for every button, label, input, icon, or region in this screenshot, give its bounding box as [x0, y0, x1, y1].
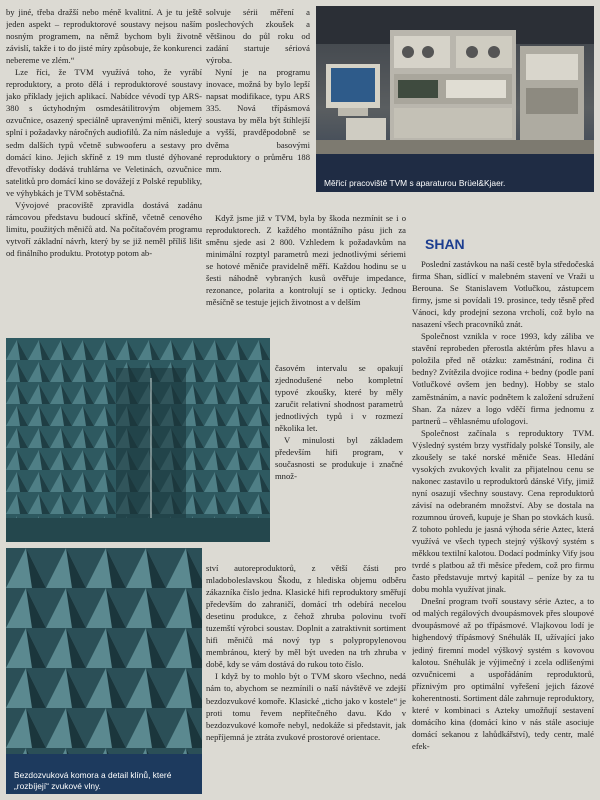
lab-photo-image	[316, 6, 594, 192]
chamber-photo	[6, 338, 270, 542]
chamber-photo-image	[6, 338, 270, 542]
column-2-narrow-text	[275, 362, 403, 562]
wedge-detail-image	[6, 548, 202, 794]
paragraph: Když jsme již v TVM, byla by škoda nezmínit se i o reproduktorech. Z každého montážního pásu jich za směnu sjede asi 2 800. Vzhledem k požadavkům na minimální rozptyl parametrů mezi jednotlivými sériemi se hotové měniče pravidelně měří. Každou hodinu se u šesti náhodně vybraných kusů ověřuje impedance, rezonance, polarita a kontrolují se i opticky. Jednou měsíčně se testuje jejich životnost a v delším	[206, 213, 406, 308]
paragraph: Nyní je na programu inovace, možná by bylo lepší napsat modifikace, typu ARS 335. Nová třípásmová soustava by měla být štíhlejší a vyšší, pravděpodobně se dvěma basovými reproduktory o průměru 188 mm.	[206, 67, 310, 174]
column-3-text	[412, 258, 594, 794]
column-2-bottom-text	[206, 562, 406, 794]
paragraph: Lze říci, že TVM využívá toho, že vyrábí reproduktory, a proto dělá i reproduktorové soustavy jako příklady jejich aplikací. Nabídce vévodí typ ARS-380 s úctyhodným osmdesátilitrovým objemem ozvučnice, osazený speciálně upravenými měniči, který splní i požadavky náročných audiofilů. Za ním následuje sedm dalších typů včetně subwooferu a sestavy pro domácí kino. Jejich skříně z 19 mm tlusté dýhované dřevotřísky dodává truhlárna ve Veletinách, ozvučnice satelitků pro domácí kino se dovážejí z Polské republiky, ve výhybkách je TVM soběstačná.	[6, 67, 202, 198]
paragraph: ství autoreproduktorů, z větší části pro mladoboleslavskou Škodu, z hlediska objemu odběru zákazníka číslo jedna. Klasické hifi reproduktory směřují především do zahraničí, domácí trh odebírá necelou desetinu produkce, z čehož zhruba polovinu tvoří tuzemští výrobci soustav. Doplnit a zatraktivnit sortiment hifi měničů má nový typ s polypropylenovou membránou, který by měl být uveden na trh zhruba v době, kdy se vám dostává do rukou toto číslo.	[206, 563, 406, 670]
paragraph: by jiné, třeba dražší nebo méně kvalitní. A je tu ještě jeden aspekt – reproduktorové soustavy nejsou naším nosným programem, na němž bychom byli životně závislí, takže i to do jisté míry způsobuje, že konkurenci nebereme ve zlém.“	[6, 7, 202, 66]
chamber-photo-caption: Bezdozvuková komora a detail klínů, které „rozbíjejí“ zvukové vlny.	[14, 770, 172, 791]
paragraph: Společnost začínala s reproduktory TVM. Výsledný systém brzy vystřídaly polské Tonsily, ale zkoušely se také norské měniče Seas. Hledání vysokých zvukových kvalit za přijatelnou cenu se nakonec zastavilo u reproduktorů dánské Vify, jimiž nyní osazují všechny soustavy. Cena reproduktorů závisí na odebraném množství. Aby se dostala na rozumnou úroveň, kupuje je Shan po stovkách kusů. Z tohoto pohledu je jasná výhoda série Aztec, která využívá ve všech typech stejný výškový systém s měkkou textilní kalotou. Dodací podmínky Vify jsou tvrdé s platbou až tři měsíce předem, což pro firmu často představuje mrtvý kapitál – peníze by za tu dobu mohla využívat jinak.	[412, 427, 594, 595]
paragraph: Vývojové pracoviště zpravidla dostává zadánu rámcovou představu budoucí skříně, včetně cenového limitu, použitých měničů atd. Na počítačovém programu vytvoří základní návrh, který by se již neměl příliš lišit od finálního produktu. Prototyp potom ab-	[6, 199, 202, 258]
paragraph: časovém intervalu se opakují zjednodušené nebo kompletní typové zkoušky, které by měly zaručit relativní shodnost parametrů jednotlivých typů i v rozmezí několika let.	[275, 363, 403, 434]
column-1-text	[6, 6, 202, 316]
lab-photo-caption: Měřicí pracoviště TVM s aparaturou Brüel&Kjaer.	[324, 178, 506, 188]
paragraph: Dnešní program tvoří soustavy série Aztec, a to od malých regálových dvoupásmovek přes sloupové dvoupásmové až po třípásmové. Vlajkovou lodí je highendový třípásmový Snéhulák II, užívající jako jediný firemní model výškový systém s kovovou kalotou. Snéhulák je výjimečný i zcela odlišenými ozvučnicemi a uspořádáním reproduktorů, příznivým pro optimální vyřešení jejich fázové koherentnosti. Sortiment dále zahrnuje reproduktory, které v kombinaci s Azteky umožňují sestavení domácího kina (domácí kino v nás stále asociuje domácí sekanou z lahůdkářství), tedy centr, malé efek-	[412, 596, 594, 751]
paragraph: Společnost vznikla v roce 1993, kdy záliba ve stavění reprobeden přerostla aktérům přes hlavu a položila před ně otázku: zaměstnání, rodina či bedny? Zvítězila dvojice rodina + bedny (podle paní Votlučkové ovšem jen bedny). Hobby se stalo zaměstnáním, a navíc podnětem k založení sdružení Shan. Za název a logo vděčí firma jednomu z partnerů – věhlasnému ufologovi.	[412, 331, 594, 426]
wedge-detail-photo	[6, 548, 202, 794]
column-2-top-text	[206, 6, 310, 212]
paragraph: solvuje sérii měření a poslechových zkoušek a většinou do půl roku od zadání startuje sériová výroba.	[206, 7, 310, 66]
paragraph: V minulosti byl základem především hifi program, v současnosti se produkuje i značné množ-	[275, 435, 403, 482]
paragraph: Poslední zastávkou na naší cestě byla středočeská firma Shan, sídlící v malebném stavení ve Vraži u Berouna. Se Stanislavem Votlučkou, zástupcem firmy, jsme si povídali 19. prosince, tedy těsně před Vánoci, kdy prodejní sezona vrcholí, což bylo na nasazení všech pracovníků znát.	[412, 259, 594, 330]
section-heading-shan: SHAN	[425, 236, 465, 252]
paragraph: I když by to mohlo být o TVM skoro všechno, nedá nám to, abychom se nezmínili o naší návštěvě ve zdejší bezdozvukové komoře. Klasické „ticho jako v kostele“ je proti tomu řevem nepřítečného davu. Kdo v bezdozvukové komoře nebyl, nedokáže si představit, jak nepříjemná je ztráta zvukové prostorové orientace.	[206, 671, 406, 742]
lab-photo	[316, 6, 594, 192]
